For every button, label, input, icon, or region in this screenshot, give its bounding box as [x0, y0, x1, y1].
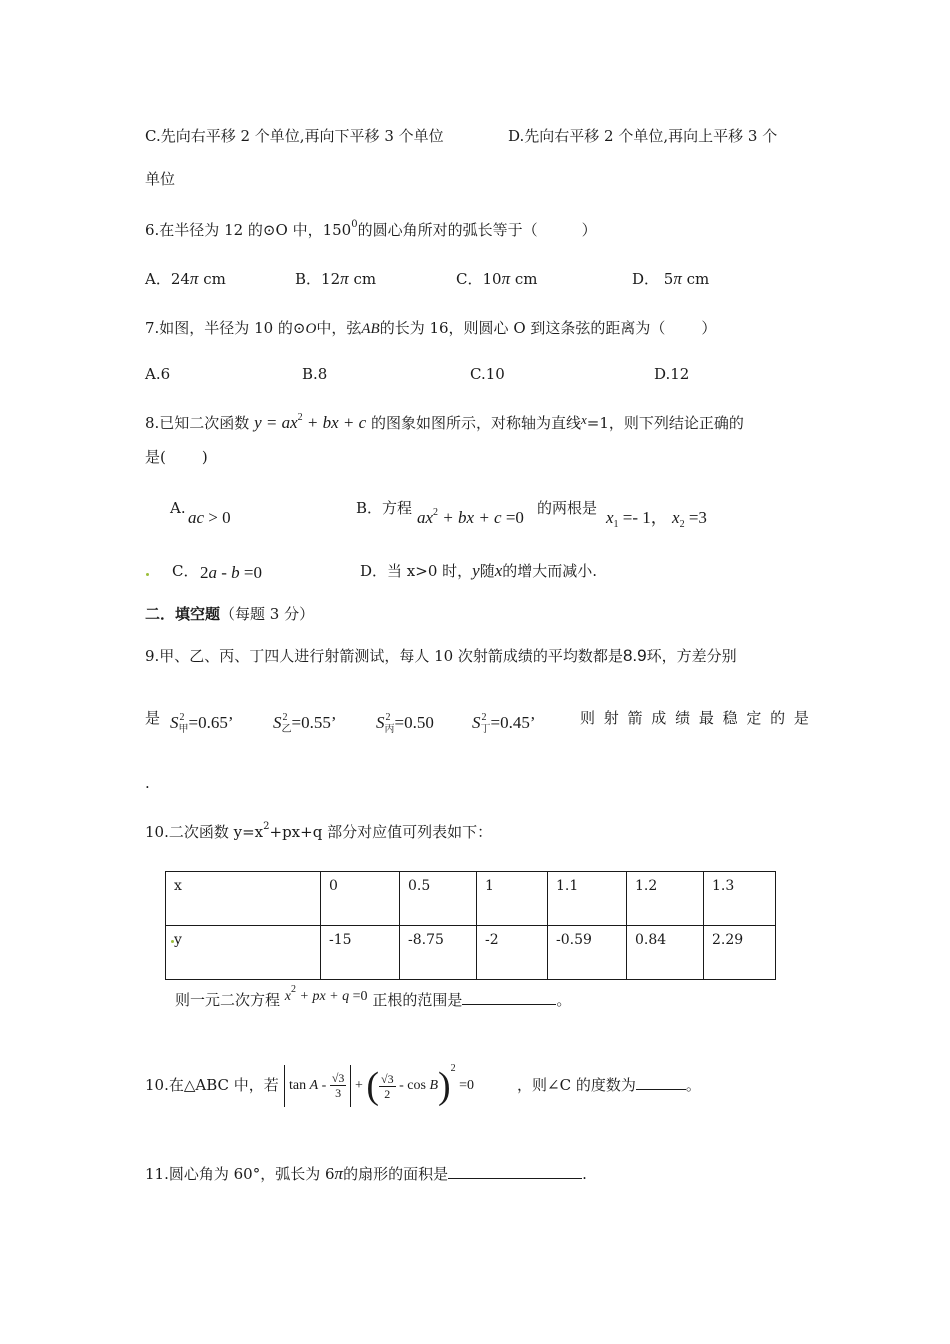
q6-option-a: A．24π cm — [145, 269, 226, 288]
q5-option-d-cont: 单位 — [145, 170, 176, 188]
q8-option-b-roots: $x_1 =- 1$， $x_2 =3$ — [606, 508, 707, 530]
q11-stem: 11.圆心角为 60°，弧长为 6π的扇形的面积是 . — [145, 1164, 587, 1183]
q8-stem-cont: 是( ) — [145, 448, 208, 466]
table-cell: 1.1 — [548, 872, 627, 926]
q8-option-c: C． — [172, 562, 199, 580]
q7-option-d: D.12 — [654, 365, 690, 383]
answer-blank[interactable] — [636, 1075, 686, 1090]
q8-option-b-formula: $ax^2$ + bx + c =0 — [417, 507, 524, 527]
table-cell: -2 — [477, 926, 548, 980]
q5-option-d: D.先向右平移 2 个单位,再向上平移 3 个 — [508, 127, 778, 145]
q9-question: 则 射 箭 成 绩 最 稳 定 的 是 — [580, 709, 811, 727]
q6-stem: 6.在半径为 12 的⊙O 中，$150^0$的圆心角所对的弧长等于（ ） — [145, 219, 597, 239]
q7-option-c: C.10 — [470, 365, 505, 383]
q8-stem: 8.已知二次函数 $y = ax^2$ + bx + c 的图象如图所示，对称轴为直线x=1，则下列结论正确的 — [145, 412, 744, 432]
table-cell: 1.2 — [627, 872, 704, 926]
table-cell: y — [166, 926, 321, 980]
table-cell: 2.29 — [704, 926, 776, 980]
table-cell: -15 — [321, 926, 400, 980]
q9-variance-4: $S^2_丁=0.45$’ — [472, 712, 536, 735]
table-cell: 0 — [321, 872, 400, 926]
q10b-stem: 10.在△ABC 中，若 — [145, 1076, 279, 1094]
q10b-question: ，则∠C 的度数为 。 — [517, 1076, 701, 1094]
q8-option-a-formula: ac > 0 — [188, 508, 231, 527]
q6-option-c: C．10π cm — [456, 269, 538, 288]
q6-option-b: B．12π cm — [295, 269, 377, 288]
values-table — [165, 871, 776, 980]
q7-option-b: B.8 — [302, 365, 328, 383]
q8-function-formula: $y = ax^2$ + bx + c — [254, 412, 367, 432]
answer-blank[interactable] — [448, 1164, 582, 1179]
table-cell: 0.5 — [400, 872, 477, 926]
marker-dot — [171, 940, 174, 943]
q9-end: . — [145, 774, 150, 792]
q10b-formula: tan A - $\frac{√3}{3}$ + ( $\frac{√3}{2}$ - cos B)$^2$ =0 — [284, 1065, 474, 1111]
table-cell: -8.75 — [400, 926, 477, 980]
table-cell: -0.59 — [548, 926, 627, 980]
marker-dot — [146, 573, 149, 576]
q8-option-b: B．方程 — [356, 499, 413, 517]
q8-option-b-mid: 的两根是 — [537, 499, 598, 517]
q10-after: 则一元二次方程 $x^2$ + px + q =0 正根的范围是 。 — [175, 984, 572, 1009]
q9-variance-2: $S^2_乙=0.55$’ — [273, 712, 337, 735]
q10-stem: 10.二次函数 $y=x^2+px+q$ 部分对应值可列表如下： — [145, 821, 493, 841]
table-row-y — [166, 926, 776, 980]
q8-option-a: A. — [170, 499, 186, 517]
q7-stem: 7.如图，半径为 10 的⊙O中，弦AB的长为 16，则圆心 O 到这条弦的距离为（ ） — [145, 319, 717, 337]
section-title: 二．填空题（每题 3 分） — [145, 605, 315, 623]
q6-option-d: D． 5π cm — [632, 269, 710, 288]
q9-is: 是 — [145, 709, 161, 727]
q9-variance-3: $S^2_丙=0.50$ — [376, 712, 434, 735]
table-cell: x — [166, 872, 321, 926]
table-cell: 1 — [477, 872, 548, 926]
answer-blank[interactable] — [462, 990, 556, 1005]
q8-option-c-formula: 2a - b =0 — [200, 563, 263, 582]
q9-stem: 9.甲、乙、丙、丁四人进行射箭测试，每人 10 次射箭成绩的平均数都是8.9环，方差分别 — [145, 646, 737, 665]
abs-expression: tan A - $\frac{√3}{3}$ — [284, 1065, 351, 1107]
table-cell: 1.3 — [704, 872, 776, 926]
q7-option-a: A.6 — [145, 365, 171, 383]
table-cell: 0.84 — [627, 926, 704, 980]
table-row-x — [166, 872, 776, 926]
q9-variance-1: $S^2_甲=0.65$’ — [170, 712, 234, 735]
q8-option-d: D．当 x>0 时，y随x的增大而减小. — [360, 561, 598, 580]
q5-option-c: C.先向右平移 2 个单位,再向下平移 3 个单位 — [145, 127, 444, 145]
